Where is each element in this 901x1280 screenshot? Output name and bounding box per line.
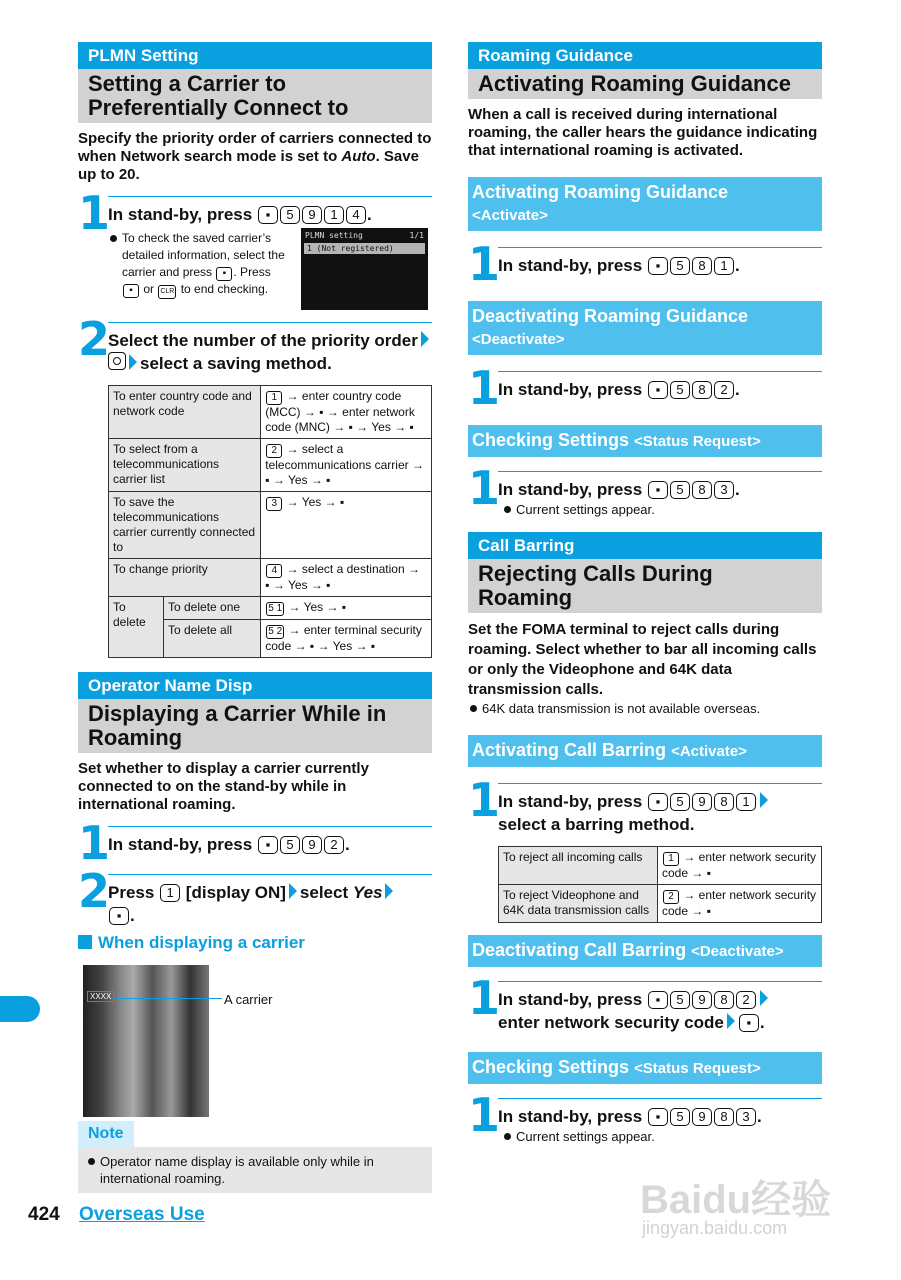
section-category: Roaming Guidance [468, 42, 822, 69]
step-number: 1 [468, 1088, 501, 1142]
watermark-logo: Baidu经验 [640, 1178, 832, 1222]
plmn-section [78, 42, 432, 658]
step-number: 1 [468, 773, 501, 827]
step-1 [468, 773, 822, 923]
step-text: In stand-by, press ▪ 5 9 1 4 . [108, 205, 372, 224]
callout-label: A carrier [224, 992, 273, 1007]
section-category: Call Barring [468, 532, 822, 559]
section-tab-marker [0, 996, 40, 1022]
section-title: Activating Roaming Guidance [468, 69, 822, 99]
step-number: 2 [78, 864, 111, 918]
table-row: To save the telecommunications carrier currently connected to 3 → Yes → ▪ [109, 492, 432, 559]
step-number: 1 [468, 237, 501, 291]
step-number: 1 [78, 186, 111, 240]
step-1 [78, 186, 432, 318]
section-intro: Set whether to display a carrier currently connected to on the stand-by while in international roaming. [78, 760, 369, 813]
step-text: In stand-by, press ▪ 5 8 3 . [498, 480, 740, 499]
subsection-bar: Activating Roaming Guidance <Activate> [468, 177, 822, 231]
table-row: To reject Videophone and 64K data transmission calls 2 → enter network security code → ▪ [499, 885, 822, 923]
step-number: 2 [78, 312, 111, 366]
section-category: PLMN Setting [78, 42, 432, 69]
step-text: Press 1 [display ON] select Yes ▪ . [108, 881, 432, 927]
table-row: To reject all incoming calls 1 → enter network security code → ▪ [499, 847, 822, 885]
carrier-figure [78, 965, 432, 1117]
watermark-url: jingyan.baidu.com [642, 1218, 788, 1238]
table-row: To enter country code and network code 1 → enter country code (MCC) → ▪ → enter network code (MNC) → ▪ → Yes → ▪ [109, 386, 432, 439]
step-1 [468, 361, 822, 415]
bullet-note: To check the saved carrier’s detailed information, select the carrier and press ▪ . Press ▪ or CLR to end checking. [108, 230, 292, 299]
step-number: 1 [468, 971, 501, 1025]
section-title: Displaying a Carrier While in Roaming [78, 699, 432, 753]
subsection-bar: Checking Settings <Status Request> [468, 1052, 822, 1084]
left-column [78, 42, 432, 1193]
step-number: 1 [78, 816, 111, 870]
camera-key-icon [108, 352, 126, 370]
section-intro: Set the FOMA terminal to reject calls during roaming. Select whether to bar all incoming calls or only the Videophone and 64K data transmission calls. [468, 621, 817, 698]
table-row: To change priority 4 → select a destination → ▪ → Yes → ▪ [109, 559, 432, 597]
plmn-screen: PLMN setting 1/1 1 (Not registered) [301, 228, 428, 310]
step-2 [78, 864, 432, 927]
subsection-bar: Activating Call Barring <Activate> [468, 735, 822, 767]
note-label: Note [78, 1121, 134, 1147]
barring-section [468, 532, 822, 1145]
roaming-section [468, 42, 822, 518]
step-2 [78, 312, 432, 375]
step-text: In stand-by, press ▪ 5 9 2 . [108, 835, 350, 854]
step-number: 1 [468, 461, 501, 515]
note-box [78, 1121, 432, 1193]
step-text: In stand-by, press ▪ 5 8 1 . [498, 256, 740, 275]
bullet-note: 64K data transmission is not available overseas. [468, 700, 822, 717]
step-1 [78, 816, 432, 870]
operator-section [78, 672, 432, 1193]
step-text: In stand-by, press ▪ 5 9 8 1 select a barring method. [498, 790, 822, 836]
standby-screen [83, 965, 209, 1117]
bullet-note: Current settings appear. [502, 501, 822, 518]
subheading: When displaying a carrier [78, 933, 432, 953]
section-title: Rejecting Calls During Roaming [468, 559, 822, 613]
subsection-bar: Deactivating Roaming Guidance <Deactivate> [468, 301, 822, 355]
note-text: Operator name display is available only while in international roaming. [86, 1153, 424, 1187]
bullet-note: Current settings appear. [502, 1128, 822, 1145]
step-text: In stand-by, press ▪ 5 9 8 2 enter network security code ▪ . [498, 988, 822, 1034]
table-row: To delete all 5 2 → enter terminal security code → ▪ → Yes → ▪ [109, 620, 432, 658]
step-number: 1 [468, 361, 501, 415]
barring-method-table [498, 846, 822, 923]
step-1 [468, 461, 822, 518]
section-category: Operator Name Disp [78, 672, 432, 699]
section-footer-link[interactable]: Overseas Use [79, 1204, 205, 1225]
table-row: To select from a telecommunications carrier list 2 → select a telecommunications carrier → ▪ → Yes → ▪ [109, 439, 432, 492]
saving-method-table [108, 385, 432, 658]
section-intro: Specify the priority order of carriers connected to when Network search mode is set to Auto. Save up to 20. [78, 130, 432, 183]
carrier-name-box: XXXX [87, 991, 114, 1002]
subsection-bar: Deactivating Call Barring <Deactivate> [468, 935, 822, 967]
section-intro: When a call is received during international roaming, the caller hears the guidance indicating that international roaming is activated. [468, 106, 818, 159]
screen-list-item: 1 (Not registered) [304, 243, 425, 254]
section-title: Setting a Carrier to Preferentially Connect to [78, 69, 432, 123]
step-text: Select the number of the priority orderselect a saving method. [108, 329, 432, 375]
table-row: To delete To delete one 5 1 → Yes → ▪ [109, 597, 432, 620]
subsection-bar: Checking Settings <Status Request> [468, 425, 822, 457]
step-1 [468, 971, 822, 1034]
step-1 [468, 237, 822, 291]
right-column [468, 42, 822, 1145]
page-number: 424 [28, 1204, 60, 1225]
step-text: In stand-by, press ▪ 5 8 2 . [498, 380, 740, 399]
step-text: In stand-by, press ▪ 5 9 8 3 . [498, 1107, 762, 1126]
step-1 [468, 1088, 822, 1145]
